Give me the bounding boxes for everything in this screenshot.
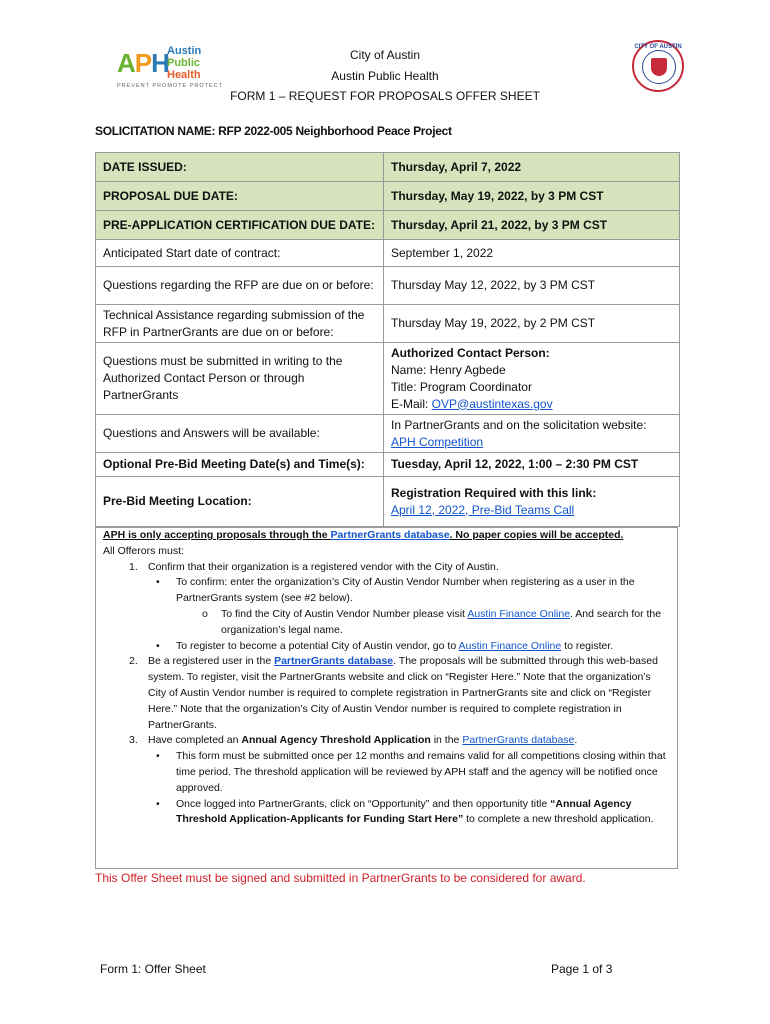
list-item: 3. Have completed an Annual Agency Threshold Application in the PartnerGrants database.: [129, 734, 578, 747]
partnergrants-link[interactable]: PartnerGrants database: [274, 655, 394, 668]
location-label: Pre-Bid Meeting Location:: [96, 477, 384, 527]
solicitation-name: SOLICITATION NAME: RFP 2022-005 Neighborhood Peace Project: [95, 124, 452, 138]
footer-page-number: Page 1 of 3: [551, 962, 613, 976]
table-row: [96, 153, 680, 182]
list-item: 1. Confirm that their organization is a registered vendor with the City of Austin.: [129, 560, 499, 573]
contact-name: Name: Henry Agbede: [391, 362, 506, 377]
list-item: • To confirm: enter the organization’s City of Austin Vendor Number when registering as a user in the PartnerGrants system (see #2 below).: [156, 576, 635, 605]
prebid-teams-link[interactable]: April 12, 2022, Pre-Bid Teams Call: [391, 502, 575, 517]
qa-label: Questions and Answers will be available:: [96, 415, 384, 453]
partnergrants-link[interactable]: PartnerGrants database: [462, 734, 575, 747]
ta-label: Technical Assistance regarding submission of the RFP in PartnerGrants are due on or before:: [96, 305, 384, 343]
start-date-label: Anticipated Start date of contract:: [96, 240, 384, 267]
austin-finance-link[interactable]: Austin Finance Online: [458, 639, 562, 652]
qa-value: In PartnerGrants and on the solicitation website: APH Competition: [384, 415, 680, 453]
aph-letters: APH: [117, 48, 169, 78]
paper-copies-notice: APH is only accepting proposals through the PartnerGrants database. No paper copies will be accepted.: [103, 529, 624, 541]
table-row: [96, 343, 680, 415]
header-form-title: FORM 1 – REQUEST FOR PROPOSALS OFFER SHEET: [230, 89, 540, 103]
aph-tagline: PREVENT PROMOTE PROTECT: [117, 83, 224, 89]
list-item: • Once logged into PartnerGrants, click on “Opportunity” and then opportunity title “Annual Agency Threshold Application-Applicants for Funding Start Here” to complete a new threshold application.: [156, 797, 654, 826]
partnergrants-link[interactable]: PartnerGrants database: [330, 529, 450, 541]
aph-words: Austin Public Health: [167, 45, 202, 81]
contact-title: Title: Program Coordinator: [391, 379, 532, 394]
all-offerors-label: All Offerors must:: [103, 544, 184, 557]
location-value: Registration Required with this link: April 12, 2022, Pre-Bid Teams Call: [384, 477, 680, 527]
table-row: [96, 240, 680, 267]
austin-finance-link[interactable]: Austin Finance Online: [467, 607, 571, 620]
precert-value: Thursday, April 21, 2022, by 3 PM CST: [384, 211, 680, 240]
table-row: [96, 305, 680, 343]
date-issued-label: DATE ISSUED:: [96, 153, 384, 182]
aph-competition-link[interactable]: APH Competition: [391, 434, 484, 449]
questions-due-value: Thursday May 12, 2022, by 3 PM CST: [384, 267, 680, 305]
table-row: [96, 415, 680, 453]
table-row: [96, 267, 680, 305]
contact-value: [384, 343, 680, 415]
proposal-due-value: Thursday, May 19, 2022, by 3 PM CST: [384, 182, 680, 211]
table-row: [96, 182, 680, 211]
award-notice: This Offer Sheet must be signed and submitted in PartnerGrants to be considered for award.: [95, 871, 586, 885]
list-item: • This form must be submitted once per 12 months and remains valid for all competitions closing within that time period. The threshold application will be reviewed by APH staff and the agency will be notified once approved.: [156, 750, 666, 794]
contact-email-link[interactable]: OVP@austintexas.gov: [431, 396, 553, 411]
offer-table: [95, 152, 680, 527]
table-row: [96, 477, 680, 527]
prebid-value: Tuesday, April 12, 2022, 1:00 – 2:30 PM CST: [384, 453, 680, 477]
table-row: [96, 211, 680, 240]
contact-label: Questions must be submitted in writing to the Authorized Contact Person or through PartnerGrants: [96, 343, 384, 415]
list-item: o To find the City of Austin Vendor Number please visit Austin Finance Online. And search for the organization’s legal name.: [202, 607, 662, 636]
header-city: City of Austin: [349, 48, 421, 62]
start-date-value: September 1, 2022: [384, 240, 680, 267]
questions-due-label: Questions regarding the RFP are due on or before:: [96, 267, 384, 305]
ta-value: Thursday May 19, 2022, by 2 PM CST: [384, 305, 680, 343]
proposal-due-label: PROPOSAL DUE DATE:: [96, 182, 384, 211]
prebid-label: Optional Pre-Bid Meeting Date(s) and Time(s):: [96, 453, 384, 477]
contact-email-row: E-Mail: OVP@austintexas.gov: [391, 396, 553, 411]
list-item: 2. Be a registered user in the PartnerGrants database. The proposals will be submitted through this web-based system. To register, visit the PartnerGrants website and click on “Register Here.” Note that the organization’s City of Austin Vendor number is required to complete registration in PartnerGrants site and click on “Register Here.” Note that the organization’s City of Austin Vendor number is required to complete registration in PartnerGrants.: [129, 655, 658, 731]
offeror-requirements: [95, 527, 678, 869]
city-seal: CITY OF AUSTIN: [632, 40, 684, 92]
date-issued-value: Thursday, April 7, 2022: [384, 153, 680, 182]
footer-form-name: Form 1: Offer Sheet: [100, 962, 206, 976]
header-department: Austin Public Health: [331, 69, 439, 83]
table-row: [96, 453, 680, 477]
precert-label: PRE-APPLICATION CERTIFICATION DUE DATE:: [96, 211, 384, 240]
contact-heading: Authorized Contact Person:: [391, 345, 550, 360]
list-item: • To register to become a potential City of Austin vendor, go to Austin Finance Online to register.: [156, 639, 614, 652]
